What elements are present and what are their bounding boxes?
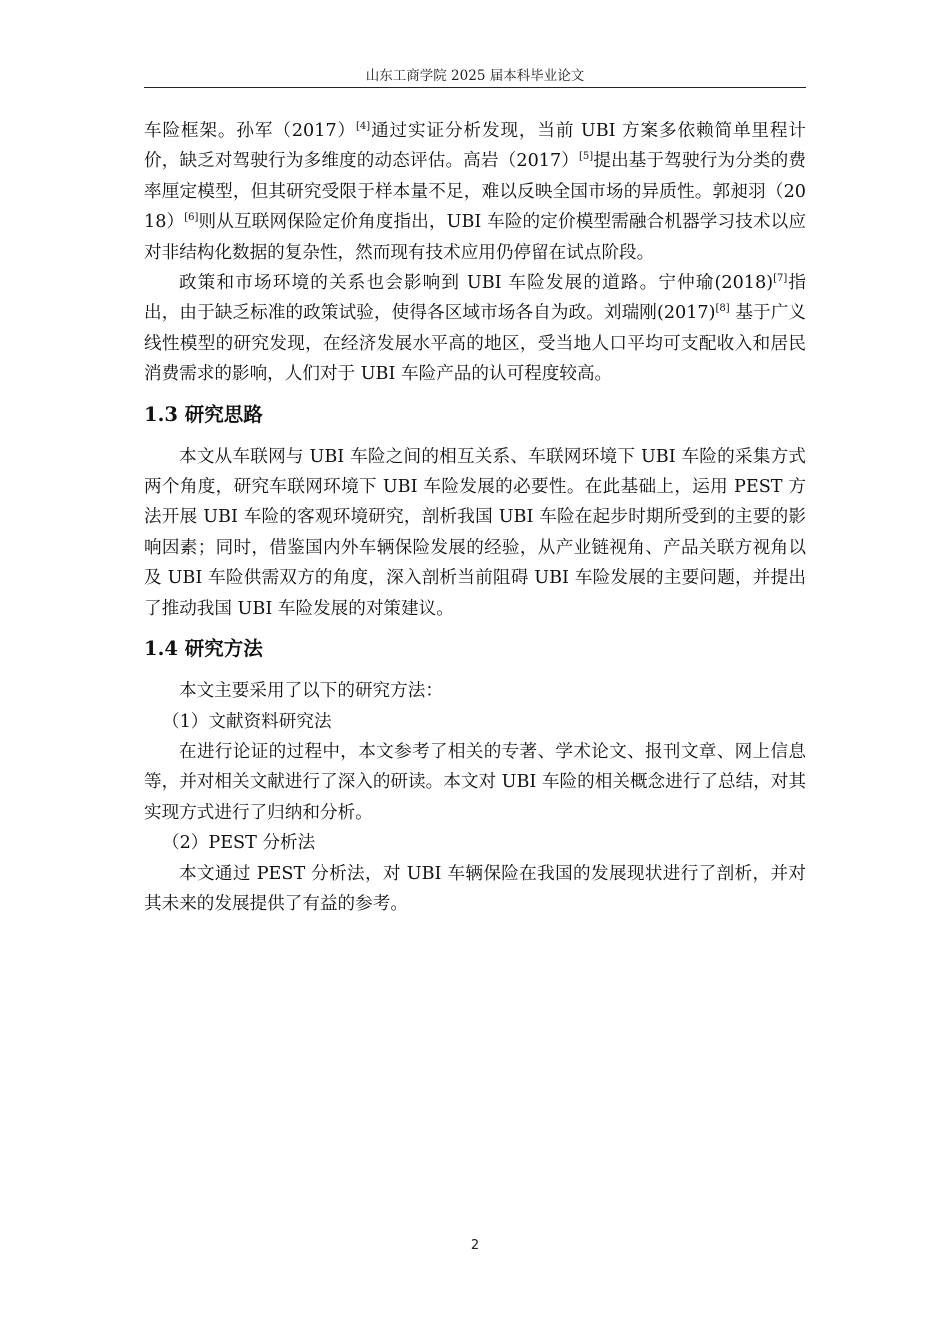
method-2-body: 本文通过 PEST 分析法，对 UBI 车辆保险在我国的发展现状进行了剖析，并对其未来的发展提供了有益的参考。	[144, 863, 806, 914]
section-heading-1-3: 1.3 研究思路	[144, 402, 263, 426]
para1-text-3: 提出基于驾驶行为分类的费率厘定模型，但其研究受限于样本量不足，难以反映全国市场的异质性。郭昶羽（2018）	[144, 151, 806, 233]
header-rule	[144, 87, 806, 88]
citation-ref-4: [4]	[356, 121, 371, 133]
section-heading-1-4: 1.4 研究方法	[144, 637, 263, 661]
page-number: 2	[470, 1238, 480, 1253]
para1-text-2: 通过实证分析发现，当前 UBI 方案多依赖简单里程计价，缺乏对驾驶行为多维度的动态评估。高岩（2017）	[144, 121, 806, 172]
paragraph-methods-intro: 本文主要采用了以下的研究方法：	[179, 681, 443, 702]
method-1-title: （1）文献资料研究法	[162, 711, 332, 732]
paragraph-research-approach: 本文从车联网与 UBI 车险之间的相互关系、车联网环境下 UBI 车险的采集方式两个角度，研究车联网环境下 UBI 车险发展的必要性。在此基础上，运用 PEST 方法开展 UBI 车险的客观环境研究，剖析我国 UBI 车险在起步时期所受到的主要的影响因素；同时，借鉴国内外车辆保险发展的经验，从产业链视角、产品关联方视角以及 UBI 车险供需双方的角度，深入剖析当前阻碍 UBI 车险发展的主要问题，并提出了推动我国 UBI 车险发展的对策建议。	[144, 446, 806, 619]
para2-text-2: 指出，由于缺乏标准的政策试验，使得各区域市场各自为政。刘瑞刚(2017)	[144, 273, 806, 324]
citation-ref-5: [5]	[579, 151, 594, 163]
page-body	[144, 116, 806, 919]
para2-text-3: 基于广义线性模型的研究发现，在经济发展水平高的地区，受当地人口平均可支配收入和居民消费需求的影响，人们对于 UBI 车险产品的认可程度较高。	[144, 303, 807, 385]
running-header: 山东工商学院 2025 届本科毕业论文	[365, 68, 585, 84]
para1-text-1: 车险框架。孙军（2017）	[144, 121, 357, 141]
method-1-body: 在进行论证的过程中，本文参考了相关的专著、学术论文、报刊文章、网上信息等，并对相关文献进行了深入的研读。本文对 UBI 车险的相关概念进行了总结，对其实现方式进行了归纳和分析。	[144, 741, 806, 823]
paragraph-literature-review	[144, 116, 806, 268]
citation-ref-8: [8]	[715, 303, 730, 315]
para1-text-4: 则从互联网保险定价角度指出，UBI 车险的定价模型需融合机器学习技术以应对非结构化数据的复杂性，然而现有技术应用仍停留在试点阶段。	[144, 212, 806, 263]
method-2-title: （2）PEST 分析法	[162, 833, 316, 854]
citation-ref-6: [6]	[184, 212, 199, 224]
citation-ref-7: [7]	[773, 273, 788, 285]
para2-text-1: 政策和市场环境的关系也会影响到 UBI 车险发展的道路。宁仲瑜(2018)	[179, 273, 774, 294]
paragraph-policy-market	[144, 268, 806, 390]
